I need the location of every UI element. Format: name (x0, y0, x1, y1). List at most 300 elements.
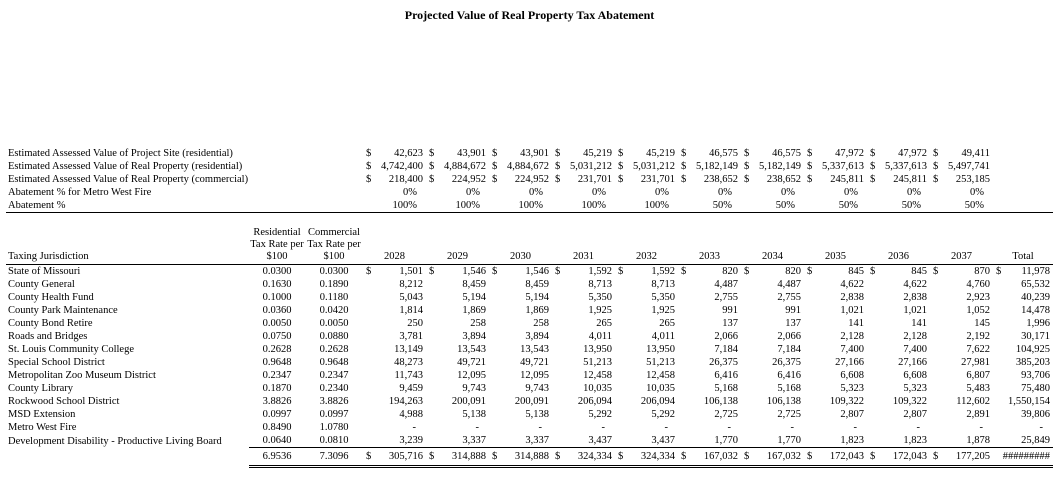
year-value-cell: 6,608 (903, 370, 928, 381)
year-value-cell: 2,066 (714, 331, 739, 342)
cell-value: 172,043 (829, 451, 865, 462)
accounting-cell (930, 173, 993, 186)
year-value-cell: 109,322 (829, 396, 865, 407)
year-value-cell: 8,713 (651, 279, 676, 290)
cell-value: 5,182,149 (696, 161, 739, 172)
accounting-cell (363, 147, 426, 160)
assessed-row (6, 173, 1053, 186)
year-value-cell: 265 (596, 318, 613, 329)
year-value-cell: 200,091 (451, 396, 487, 407)
year-value-cell: 5,168 (714, 383, 739, 394)
year-header-2032: 2032 (615, 227, 678, 265)
accounting-cell (678, 265, 741, 278)
accounting-cell (363, 450, 426, 463)
row-total-cell: 385,203 (1015, 357, 1051, 368)
year-value-cell: 258 (533, 318, 550, 329)
assessed-value-cell: 0% (655, 187, 670, 198)
empty-total-cell (993, 173, 1053, 186)
jurisdiction-label: St. Louis Community College (8, 344, 135, 355)
total-year-cell (741, 448, 804, 467)
tax-row (6, 317, 1053, 330)
row-total-cell: 30,171 (1021, 331, 1051, 342)
tax-row (6, 382, 1053, 395)
cell-value: 820 (722, 266, 739, 277)
dollar-sign: $ (492, 451, 498, 462)
assessed-value-cell: 50% (678, 199, 741, 213)
year-header-2037: 2037 (930, 227, 993, 265)
year-value-cell: - (790, 422, 795, 433)
row-total-cell: 40,239 (1021, 292, 1051, 303)
year-value-cell: 13,149 (394, 344, 424, 355)
cell-value: 845 (911, 266, 928, 277)
accounting-cell (678, 147, 741, 160)
year-value-cell: 5,138 (462, 409, 487, 420)
accounting-cell (615, 160, 678, 173)
assessed-value-cell (867, 147, 930, 160)
residential-rate-value: 0.1870 (262, 383, 292, 394)
empty-total-cell (993, 160, 1053, 173)
jurisdiction-label: MSD Extension (8, 409, 76, 420)
commercial-rate-value: 0.0880 (319, 331, 349, 342)
commercial-rate-value: 0.0300 (319, 266, 349, 277)
row-total-cell: 93,706 (1021, 370, 1051, 381)
dollar-sign: $ (807, 161, 813, 172)
assessed-value-cell: 0% (529, 187, 544, 198)
tax-row (6, 343, 1053, 356)
year-value-cell: 1,823 (903, 435, 928, 446)
year-header-2034: 2034 (741, 227, 804, 265)
assessed-value-cell (363, 147, 426, 160)
commercial-rate-value: 0.2340 (319, 383, 349, 394)
jurisdiction-label: County General (8, 279, 75, 290)
residential-rate-value: 0.0050 (262, 318, 292, 329)
dollar-sign: $ (744, 161, 750, 172)
year-value-cell: 5,194 (462, 292, 487, 303)
total-row (6, 448, 1053, 467)
year-header-2029: 2029 (426, 227, 489, 265)
year-value-cell: 1,021 (903, 305, 928, 316)
year-value-cell: 4,487 (714, 279, 739, 290)
year-value-cell: 5,292 (588, 409, 613, 420)
dollar-sign: $ (555, 451, 561, 462)
residential-rate-header-line2: Tax Rate per (250, 239, 304, 250)
jurisdiction-label: Development Disability - Productive Living Board (8, 435, 222, 447)
accounting-cell (741, 173, 804, 186)
dollar-sign: $ (807, 451, 813, 462)
year-value-cell: 7,184 (777, 344, 802, 355)
assessed-row (6, 186, 1053, 199)
year-value-cell: 7,184 (714, 344, 739, 355)
assessed-row-label: Abatement % for Metro West Fire (8, 187, 152, 198)
assessed-value-cell (615, 173, 678, 186)
year-value-cell: - (664, 422, 669, 433)
cell-value: 4,884,672 (507, 161, 550, 172)
year-value-cell: 3,437 (651, 435, 676, 446)
assessed-value-cell (741, 173, 804, 186)
cell-value: 1,501 (399, 266, 424, 277)
jurisdiction-label: County Library (8, 383, 74, 394)
residential-rate-value: 0.0750 (262, 331, 292, 342)
cell-value: 870 (974, 266, 991, 277)
dollar-sign: $ (429, 148, 435, 159)
cell-value: 845 (848, 266, 865, 277)
cell-value: 314,888 (451, 451, 487, 462)
assessed-value-cell: 0% (403, 187, 418, 198)
cell-value: 245,811 (830, 174, 865, 185)
dollar-sign: $ (744, 451, 750, 462)
residential-rate-value: 0.0640 (262, 435, 292, 446)
accounting-cell (741, 147, 804, 160)
accounting-cell (804, 265, 867, 278)
year-value-cell: 5,323 (840, 383, 865, 394)
dollar-sign: $ (870, 451, 876, 462)
year-value-cell: 12,095 (520, 370, 550, 381)
dollar-sign: $ (870, 174, 876, 185)
accounting-cell (678, 450, 741, 463)
jurisdiction-label: State of Missouri (8, 266, 81, 277)
year-value-cell: 1,770 (777, 435, 802, 446)
year-value-cell: 109,322 (892, 396, 928, 407)
jurisdiction-label: County Park Maintenance (8, 305, 118, 316)
cell-value: 1,546 (462, 266, 487, 277)
year-value-cell: 5,483 (966, 383, 991, 394)
accounting-cell (426, 265, 489, 278)
accounting-cell (804, 450, 867, 463)
year-value-cell: 145 (974, 318, 991, 329)
jurisdiction-header: Taxing Jurisdiction (6, 227, 249, 265)
residential-rate-header-line1: Residential (253, 227, 301, 238)
cell-value: 47,972 (898, 148, 928, 159)
year-value-cell: 1,878 (966, 435, 991, 446)
commercial-rate-header-line2: Tax Rate per (307, 239, 361, 250)
dollar-sign: $ (744, 174, 750, 185)
year-value-cell: 8,212 (399, 279, 424, 290)
commercial-rate-value: 0.9648 (319, 357, 349, 368)
dollar-sign: $ (555, 266, 561, 277)
dollar-sign: $ (681, 451, 687, 462)
accounting-cell (489, 265, 552, 278)
total-year-cell (615, 448, 678, 467)
assessed-value-cell: 0% (718, 187, 733, 198)
year-value-cell: - (601, 422, 606, 433)
year-value-cell: 137 (785, 318, 802, 329)
year-header-2033: 2033 (678, 227, 741, 265)
year-value-cell: - (727, 422, 732, 433)
row-total-cell: 1,550,154 (1008, 396, 1051, 407)
accounting-cell (741, 450, 804, 463)
year-value-cell: 2,807 (840, 409, 865, 420)
year-value-cell: 9,743 (462, 383, 487, 394)
cell-value: 49,411 (961, 148, 991, 159)
dollar-sign: $ (429, 174, 435, 185)
year-value-cell: 13,950 (583, 344, 613, 355)
year-value-cell: 3,239 (399, 435, 424, 446)
cell-value: 305,716 (388, 451, 424, 462)
cell-value: 42,623 (394, 148, 424, 159)
year-value-cell: 137 (722, 318, 739, 329)
tax-row (6, 330, 1053, 343)
commercial-rate-value: 0.0997 (319, 409, 349, 420)
tax-row (6, 304, 1053, 317)
accounting-cell (426, 160, 489, 173)
assessed-value-cell (804, 147, 867, 160)
year-value-cell: 112,602 (956, 396, 991, 407)
year-value-cell: 991 (722, 305, 739, 316)
dollar-sign: $ (492, 148, 498, 159)
cell-value: 820 (785, 266, 802, 277)
year-value-cell: 1,925 (588, 305, 613, 316)
commercial-rate-value: 0.1890 (319, 279, 349, 290)
year-value-cell: 26,375 (772, 357, 802, 368)
year-value-cell: 1,052 (966, 305, 991, 316)
year-value-cell: 51,213 (646, 357, 676, 368)
dollar-sign: $ (681, 174, 687, 185)
year-value-cell: - (979, 422, 984, 433)
dollar-sign: $ (744, 148, 750, 159)
year-value-cell: 2,923 (966, 292, 991, 303)
assessed-value-cell: 50% (867, 199, 930, 213)
assessed-row (6, 160, 1053, 173)
year-value-cell: 1,869 (462, 305, 487, 316)
page-title: Projected Value of Real Property Tax Abatement (404, 8, 655, 22)
tax-row (6, 278, 1053, 291)
assessed-value-cell: 0% (466, 187, 481, 198)
assessed-value-cell (426, 160, 489, 173)
cell-value: 1,592 (588, 266, 613, 277)
year-value-cell: 51,213 (583, 357, 613, 368)
assessed-value-cell (930, 173, 993, 186)
residential-rate-value: 0.0300 (262, 266, 292, 277)
tax-total-section (6, 448, 1053, 467)
accounting-cell (741, 265, 804, 278)
year-value-cell (804, 265, 867, 279)
assessed-row (6, 147, 1053, 160)
assessed-value-cell (741, 160, 804, 173)
dollar-sign: $ (618, 174, 624, 185)
dollar-sign: $ (366, 148, 372, 159)
tax-table-header-section (6, 227, 1053, 265)
cell-value: 45,219 (646, 148, 676, 159)
dollar-sign: $ (555, 148, 561, 159)
accounting-cell (426, 173, 489, 186)
jurisdiction-label: Roads and Bridges (8, 331, 88, 342)
year-value-cell: 194,263 (388, 396, 424, 407)
cell-value: 5,031,212 (633, 161, 676, 172)
total-year-cell (867, 448, 930, 467)
accounting-cell (804, 173, 867, 186)
dollar-sign: $ (681, 161, 687, 172)
year-value-cell: 7,400 (840, 344, 865, 355)
year-value-cell: 4,622 (903, 279, 928, 290)
assessed-value-cell (678, 173, 741, 186)
jurisdiction-label: Metropolitan Zoo Museum District (8, 370, 156, 381)
jurisdiction-label: Metro West Fire (8, 422, 77, 433)
jurisdiction-label: Special School District (8, 357, 105, 368)
year-value-cell: 5,138 (525, 409, 550, 420)
total-commercial-rate: 7.3096 (305, 448, 363, 467)
assessed-value-cell: 0% (592, 187, 607, 198)
commercial-rate-value: 0.2347 (319, 370, 349, 381)
residential-rate-value: 0.1000 (262, 292, 292, 303)
year-value-cell: 8,459 (462, 279, 487, 290)
accounting-cell (930, 265, 993, 278)
cell-value: 245,811 (893, 174, 928, 185)
spacer-row (6, 213, 1053, 228)
tax-rows-section (6, 265, 1053, 448)
year-value-cell: 12,095 (457, 370, 487, 381)
year-value-cell: 2,838 (840, 292, 865, 303)
accounting-cell (552, 173, 615, 186)
assessed-value-cell: 0% (844, 187, 859, 198)
year-value-cell: 3,894 (462, 331, 487, 342)
dollar-sign: $ (807, 148, 813, 159)
assessed-value-cell (489, 173, 552, 186)
cell-value: 47,972 (835, 148, 865, 159)
dollar-sign: $ (933, 161, 939, 172)
year-value-cell: 10,035 (646, 383, 676, 394)
empty-total-cell (993, 147, 1053, 160)
year-header-2036: 2036 (867, 227, 930, 265)
year-value-cell: 250 (407, 318, 424, 329)
cell-value: 167,032 (766, 451, 802, 462)
accounting-cell (426, 147, 489, 160)
year-value-cell: 6,416 (714, 370, 739, 381)
assessed-value-cell (804, 160, 867, 173)
dollar-sign: $ (366, 451, 372, 462)
assessed-value-cell: 0% (907, 187, 922, 198)
residential-rate-value: 0.9648 (262, 357, 292, 368)
year-value-cell: 5,350 (651, 292, 676, 303)
accounting-cell (615, 173, 678, 186)
year-value-cell: 12,458 (583, 370, 613, 381)
spacer-section (6, 213, 1053, 228)
year-value-cell (678, 265, 741, 279)
commercial-rate-value: 0.0420 (319, 305, 349, 316)
accounting-cell (552, 147, 615, 160)
year-value-cell: 6,807 (966, 370, 991, 381)
residential-rate-value: 0.0997 (262, 409, 292, 420)
year-value-cell: 5,168 (777, 383, 802, 394)
dollar-sign: $ (870, 148, 876, 159)
assessed-row (6, 199, 1053, 213)
total-header: Total (993, 227, 1053, 265)
year-value-cell: 5,350 (588, 292, 613, 303)
year-value-cell (615, 265, 678, 279)
assessed-row-label: Estimated Assessed Value of Real Property (residential) (8, 161, 243, 172)
row-total-cell: - (1039, 422, 1044, 433)
row-total-cell: 39,806 (1021, 409, 1051, 420)
assessed-value-cell: 0% (781, 187, 796, 198)
accounting-cell (363, 173, 426, 186)
assessed-value-cell (930, 147, 993, 160)
year-value-cell: 7,622 (966, 344, 991, 355)
year-value-cell: 49,721 (520, 357, 550, 368)
accounting-cell (615, 265, 678, 278)
accounting-cell (552, 265, 615, 278)
row-total-cell: 1,996 (1026, 318, 1051, 329)
jurisdiction-label: Rockwood School District (8, 396, 120, 407)
assessed-value-cell (615, 147, 678, 160)
year-value-cell: 2,066 (777, 331, 802, 342)
assessed-value-cell: 50% (804, 199, 867, 213)
assessed-value-cell (867, 173, 930, 186)
residential-rate-value: 0.0360 (262, 305, 292, 316)
year-value-cell: 2,755 (777, 292, 802, 303)
cell-value: 43,901 (457, 148, 487, 159)
row-total-cell: 104,925 (1015, 344, 1051, 355)
cell-value: 1,592 (651, 266, 676, 277)
residential-rate-value: 0.8490 (262, 422, 292, 433)
commercial-rate-value: 3.8826 (319, 396, 349, 407)
cell-value: 5,337,613 (885, 161, 928, 172)
year-value-cell: 12,458 (646, 370, 676, 381)
commercial-rate-header (305, 227, 363, 265)
year-value-cell: 4,487 (777, 279, 802, 290)
dollar-sign: $ (681, 148, 687, 159)
cell-value: 4,742,400 (381, 161, 424, 172)
dollar-sign: $ (366, 161, 372, 172)
year-value-cell: 13,950 (646, 344, 676, 355)
year-value-cell: 8,459 (525, 279, 550, 290)
year-value-cell: 4,011 (588, 331, 613, 342)
year-value-cell: 1,770 (714, 435, 739, 446)
year-value-cell (741, 265, 804, 279)
commercial-rate-value: 0.1180 (319, 292, 349, 303)
dollar-sign: $ (996, 266, 1002, 277)
assessed-values-section (6, 147, 1053, 213)
year-value-cell (552, 265, 615, 279)
cell-value: 231,701 (640, 174, 676, 185)
dollar-sign: $ (618, 451, 624, 462)
dollar-sign: $ (933, 266, 939, 277)
tax-row (6, 434, 1053, 448)
year-value-cell: 206,094 (640, 396, 676, 407)
total-year-cell (930, 448, 993, 467)
assessed-value-cell: 100% (552, 199, 615, 213)
year-header-2028: 2028 (363, 227, 426, 265)
cell-value: 5,497,741 (948, 161, 991, 172)
accounting-cell (867, 265, 930, 278)
year-value-cell: 3,337 (525, 435, 550, 446)
year-value-cell: 2,838 (903, 292, 928, 303)
total-year-cell (804, 448, 867, 467)
assessed-value-cell (867, 160, 930, 173)
year-value-cell: 141 (911, 318, 928, 329)
row-total-cell: 75,480 (1021, 383, 1051, 394)
assessed-value-cell (552, 173, 615, 186)
accounting-cell (363, 265, 426, 278)
dollar-sign: $ (807, 174, 813, 185)
tax-row (6, 265, 1053, 279)
assessed-value-cell (552, 160, 615, 173)
cell-value: 46,575 (709, 148, 739, 159)
accounting-cell (552, 450, 615, 463)
residential-rate-value: 0.2628 (262, 344, 292, 355)
row-total-cell: 65,532 (1021, 279, 1051, 290)
year-value-cell: 13,543 (520, 344, 550, 355)
cell-value: 5,337,613 (822, 161, 865, 172)
year-value-cell: 8,713 (588, 279, 613, 290)
year-value-cell: 9,459 (399, 383, 424, 394)
dollar-sign: $ (933, 451, 939, 462)
assessed-row-label: Estimated Assessed Value of Real Property (commercial) (8, 174, 249, 185)
tax-row (6, 356, 1053, 369)
accounting-cell (993, 265, 1053, 278)
assessed-value-cell (678, 160, 741, 173)
year-value-cell: 5,323 (903, 383, 928, 394)
grand-total-cell: ######### (993, 448, 1053, 467)
tax-row (6, 421, 1053, 434)
